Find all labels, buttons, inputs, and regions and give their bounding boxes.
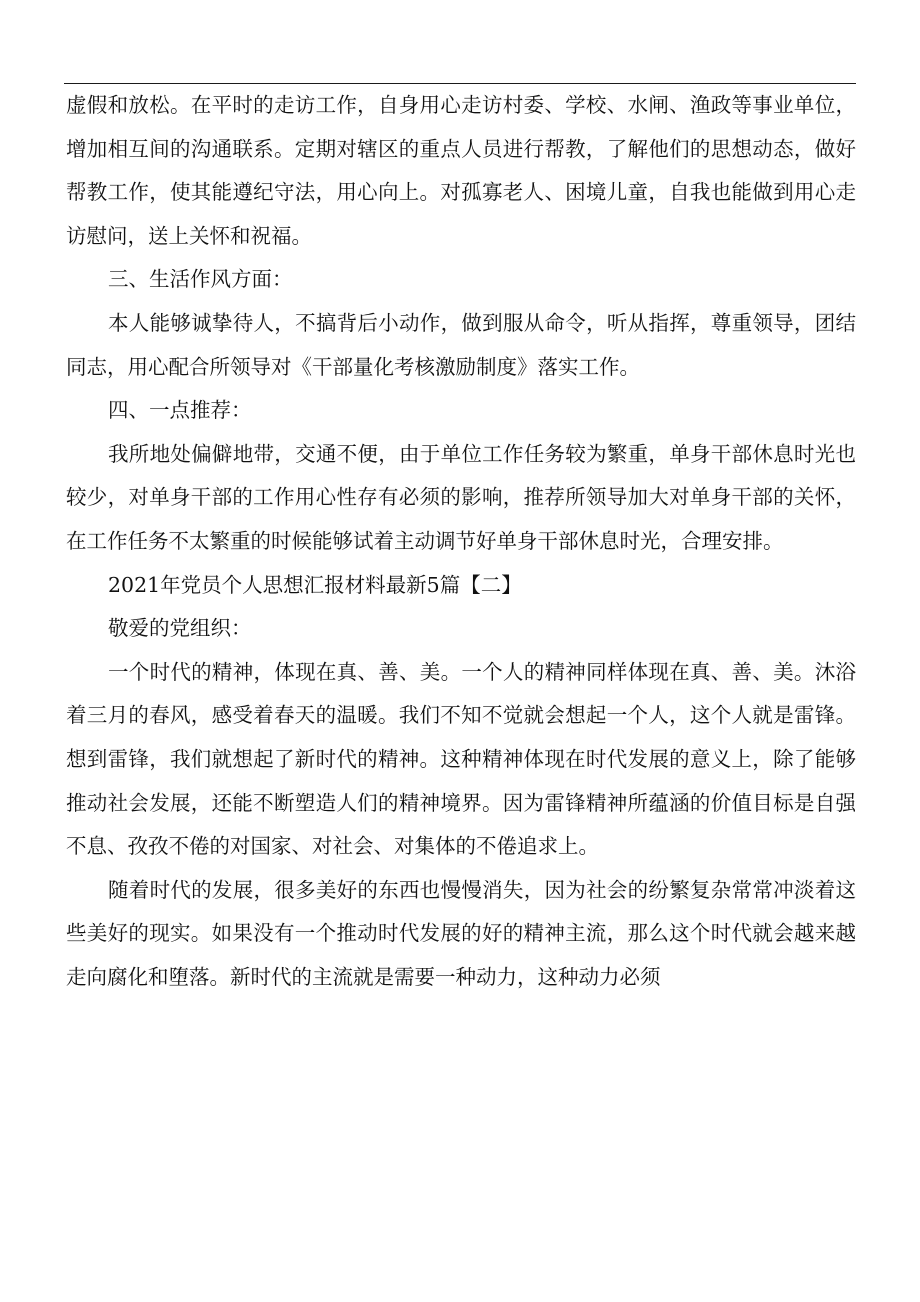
article-title: 2021年党员个人思想汇报材料最新5篇【二】 <box>108 572 522 597</box>
document-body <box>66 84 856 999</box>
paragraph-recommendation: 我所地处偏僻地带，交通不便，由于单位工作任务较为繁重，单身干部休息时光也较少，对单身干部的工作用心性存有必须的影响，推荐所领导加大对单身干部的关怀，在工作任务不太繁重的时候能够试着主动调节好单身干部休息时光，合理安排。 <box>66 441 856 553</box>
section-heading-recommendation: 四、一点推荐： <box>108 398 252 423</box>
salutation: 敬爱的党组织： <box>108 616 252 641</box>
section-heading-lifestyle: 三、生活作风方面： <box>108 267 293 292</box>
paragraph-development: 随着时代的发展，很多美好的东西也慢慢消失，因为社会的纷繁复杂常常冲淡着这些美好的现实。如果没有一个推动时代发展的好的精神主流，那么这个时代就会越来越走向腐化和堕落。新时代的主流就是需要一种动力，这种动力必须 <box>66 877 856 989</box>
paragraph-spirit: 一个时代的精神，体现在真、善、美。一个人的精神同样体现在真、善、美。沐浴着三月的春风，感受着春天的温暖。我们不知不觉就会想起一个人，这个人就是雷锋。想到雷锋，我们就想起了新时代的精神。这种精神体现在时代发展的意义上，除了能够推动社会发展，还能不断塑造人们的精神境界。因为雷锋精神所蕴涵的价值目标是自强不息、孜孜不倦的对国家、对社会、对集体的不倦追求上。 <box>66 659 856 859</box>
paragraph-continuation: 虚假和放松。在平时的走访工作，自身用心走访村委、学校、水闸、渔政等事业单位，增加相互间的沟通联系。定期对辖区的重点人员进行帮教，了解他们的思想动态，做好帮教工作，使其能遵纪守法，用心向上。对孤寡老人、困境儿童，自我也能做到用心走访慰问，送上关怀和祝福。 <box>66 93 856 248</box>
paragraph-lifestyle: 本人能够诚挚待人，不搞背后小动作，做到服从命令，听从指挥，尊重领导，团结同志，用心配合所领导对《干部量化考核激励制度》落实工作。 <box>66 310 856 379</box>
